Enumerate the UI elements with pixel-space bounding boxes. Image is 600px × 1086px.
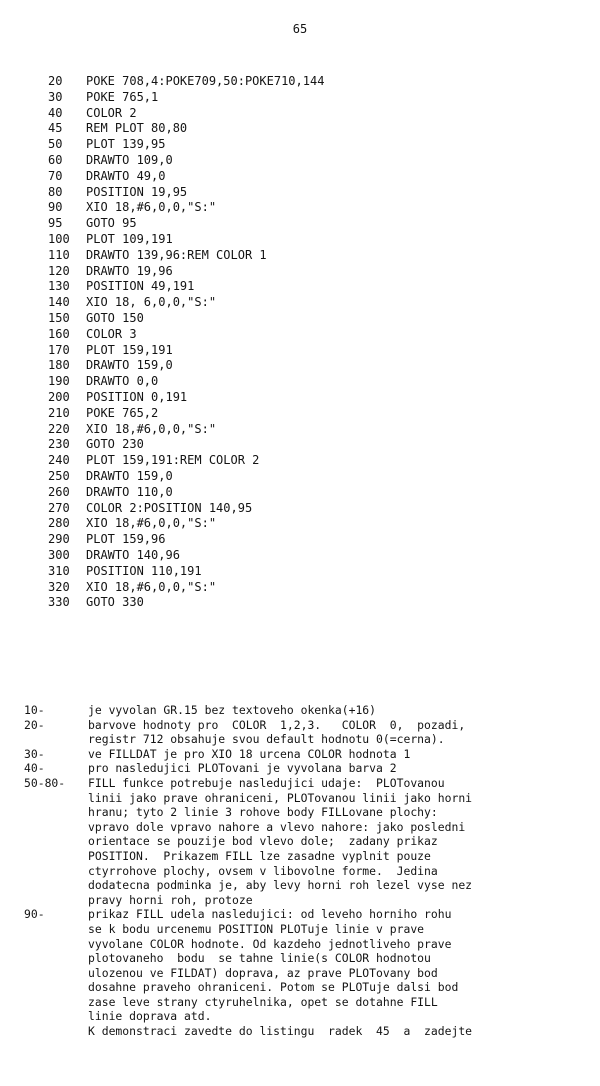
code-statement: POKE 765,1	[86, 89, 159, 104]
note-text-line: pravy horni roh, protoze	[88, 892, 253, 907]
note-text-line: vyvolane COLOR hodnote. Od kazdeho jednotliveho prave	[88, 936, 452, 951]
page-number: 65	[292, 22, 308, 36]
code-line	[48, 327, 324, 343]
line-number: 130	[48, 279, 70, 294]
line-number: 50	[48, 137, 63, 152]
line-number: 320	[48, 579, 70, 594]
code-statement: PLOT 159,191:REM COLOR 2	[86, 453, 260, 468]
line-number: 250	[48, 468, 70, 483]
code-line	[48, 295, 324, 311]
line-number: 260	[48, 484, 70, 499]
note-text	[88, 747, 572, 762]
line-number: 310	[48, 563, 70, 578]
note-text-line: orientace se pouzije bod vlevo dole; zadany prikaz	[88, 834, 438, 849]
note-text-line: POSITION. Prikazem FILL lze zasadne vyplnit pouze	[88, 848, 431, 863]
note-text-line: prikaz FILL udela nasledujici: od leveho horniho rohu	[88, 907, 452, 922]
note-text-line: K demonstraci zavedte do listingu radek 45 a zadejte	[88, 1024, 473, 1039]
note-text-line: ulozenou ve FILDAT) doprava, az prave PLOTovany bod	[88, 965, 438, 980]
line-number: 70	[48, 168, 63, 183]
code-line	[48, 422, 324, 438]
note-entry	[24, 718, 572, 747]
note-line-range: 30-	[24, 746, 45, 761]
line-number: 150	[48, 310, 70, 325]
code-line	[48, 595, 324, 611]
code-statement: DRAWTO 140,96	[86, 547, 180, 562]
code-line	[48, 137, 324, 153]
line-number: 40	[48, 105, 63, 120]
code-line	[48, 153, 324, 169]
basic-listing	[48, 74, 324, 611]
note-text-line: dodatecna podminka je, aby levy horni roh lezel vyse nez	[88, 878, 473, 893]
code-line	[48, 169, 324, 185]
code-statement: POSITION 0,191	[86, 389, 188, 404]
line-number: 280	[48, 516, 70, 531]
line-number: 80	[48, 184, 63, 199]
line-number: 30	[48, 89, 63, 104]
note-text	[88, 761, 572, 776]
code-statement: COLOR 3	[86, 326, 137, 341]
note-text-line: linie doprava atd.	[88, 1009, 212, 1024]
line-number: 140	[48, 295, 70, 310]
code-statement: XIO 18, 6,0,0,"S:"	[86, 295, 217, 310]
note-line-range: 10-	[24, 703, 45, 717]
code-line	[48, 564, 324, 580]
code-line	[48, 358, 324, 374]
note-text-line: plotovaneho bodu se tahne linie(s COLOR hodnotou	[88, 951, 431, 966]
code-statement: DRAWTO 0,0	[86, 374, 159, 389]
code-line	[48, 264, 324, 280]
code-statement: DRAWTO 109,0	[86, 152, 173, 167]
line-number: 240	[48, 453, 70, 468]
code-statement: GOTO 330	[86, 595, 144, 610]
line-number: 110	[48, 247, 70, 262]
note-entry	[24, 703, 572, 718]
note-entry	[24, 907, 572, 1038]
line-number: 290	[48, 532, 70, 547]
code-statement: COLOR 2:POSITION 140,95	[86, 500, 253, 515]
line-number: 210	[48, 405, 70, 420]
code-line	[48, 343, 324, 359]
code-line	[48, 469, 324, 485]
note-text-line: FILL funkce potrebuje nasledujici udaje: PLOTovanou	[88, 775, 445, 790]
line-number: 170	[48, 342, 70, 357]
code-line	[48, 580, 324, 596]
code-statement: DRAWTO 139,96:REM COLOR 1	[86, 247, 267, 262]
code-statement: GOTO 150	[86, 310, 144, 325]
code-line	[48, 485, 324, 501]
code-statement: DRAWTO 49,0	[86, 168, 166, 183]
code-statement: POSITION 19,95	[86, 184, 188, 199]
code-line	[48, 232, 324, 248]
note-text-line: barvove hodnoty pro COLOR 1,2,3. COLOR 0, pozadi,	[88, 717, 466, 732]
code-statement: PLOT 159,191	[86, 342, 173, 357]
line-number: 270	[48, 500, 70, 515]
line-number: 220	[48, 421, 70, 436]
code-line	[48, 279, 324, 295]
line-number: 300	[48, 547, 70, 562]
line-number: 45	[48, 121, 63, 136]
line-number: 95	[48, 216, 63, 231]
code-line	[48, 74, 324, 90]
code-statement: DRAWTO 159,0	[86, 358, 173, 373]
line-number: 230	[48, 437, 70, 452]
note-line-range: 90-	[24, 907, 45, 922]
code-line	[48, 548, 324, 564]
code-line	[48, 106, 324, 122]
note-text	[88, 718, 572, 747]
note-text-line: je vyvolan GR.15 bez textoveho okenka(+16)	[88, 703, 377, 717]
code-line	[48, 311, 324, 327]
code-statement: PLOT 109,191	[86, 231, 173, 246]
note-entry	[24, 761, 572, 776]
code-statement: PLOT 139,95	[86, 137, 166, 152]
code-line	[48, 90, 324, 106]
code-statement: GOTO 95	[86, 216, 137, 231]
note-text-line: dosahne praveho ohraniceni. Potom se PLOTuje dalsi bod	[88, 980, 459, 995]
code-statement: POSITION 110,191	[86, 563, 202, 578]
code-statement: COLOR 2	[86, 105, 137, 120]
note-text-line: vpravo dole vpravo nahore a vlevo nahore: jako posledni	[88, 819, 466, 834]
note-entry	[24, 747, 572, 762]
code-line	[48, 501, 324, 517]
line-number: 120	[48, 263, 70, 278]
note-text-line: se k bodu urcenemu POSITION PLOTuje linie v prave	[88, 921, 425, 936]
code-statement: PLOT 159,96	[86, 532, 166, 547]
note-entry	[24, 776, 572, 907]
line-number: 60	[48, 152, 63, 167]
code-line	[48, 248, 324, 264]
code-line	[48, 437, 324, 453]
code-statement: XIO 18,#6,0,0,"S:"	[86, 421, 217, 436]
line-number: 330	[48, 595, 70, 610]
code-statement: DRAWTO 19,96	[86, 263, 173, 278]
code-statement: POSITION 49,191	[86, 279, 195, 294]
code-statement: XIO 18,#6,0,0,"S:"	[86, 200, 217, 215]
code-statement: DRAWTO 110,0	[86, 484, 173, 499]
code-statement: GOTO 230	[86, 437, 144, 452]
code-line	[48, 216, 324, 232]
note-text-line: zase leve strany ctyruhelnika, opet se dotahne FILL	[88, 994, 438, 1009]
code-line	[48, 453, 324, 469]
code-line	[48, 390, 324, 406]
note-text	[88, 776, 572, 907]
code-line	[48, 121, 324, 137]
note-text-line: ctyrrohove plochy, ovsem v libovolne forme. Jedina	[88, 863, 438, 878]
note-text-line: ve FILLDAT je pro XIO 18 urcena COLOR hodnota 1	[88, 746, 411, 761]
code-line	[48, 200, 324, 216]
line-number: 180	[48, 358, 70, 373]
code-statement: XIO 18,#6,0,0,"S:"	[86, 579, 217, 594]
line-number: 200	[48, 389, 70, 404]
line-number: 100	[48, 231, 70, 246]
code-line	[48, 185, 324, 201]
note-text-line: registr 712 obsahuje svou default hodnotu 0(=cerna).	[88, 732, 445, 747]
code-statement: POKE 708,4:POKE709,50:POKE710,144	[86, 74, 325, 88]
line-number: 190	[48, 374, 70, 389]
note-text-line: pro nasledujici PLOTovani je vyvolana barva 2	[88, 761, 397, 776]
code-statement: POKE 765,2	[86, 405, 159, 420]
code-line	[48, 516, 324, 532]
code-statement: DRAWTO 159,0	[86, 468, 173, 483]
note-text	[88, 703, 572, 718]
code-line	[48, 532, 324, 548]
code-line	[48, 374, 324, 390]
note-line-range: 40-	[24, 761, 45, 776]
line-number: 160	[48, 326, 70, 341]
note-line-range: 20-	[24, 717, 45, 732]
line-notes	[24, 703, 572, 1039]
note-text-line: linii jako prave ohraniceni, PLOTovanou linii jako horni	[88, 790, 473, 805]
code-statement: XIO 18,#6,0,0,"S:"	[86, 516, 217, 531]
code-line	[48, 406, 324, 422]
note-text	[88, 907, 572, 1038]
line-number: 90	[48, 200, 63, 215]
note-text-line: hranu; tyto 2 linie 3 rohove body FILLovane plochy:	[88, 805, 438, 820]
line-number: 20	[48, 74, 63, 88]
note-line-range: 50-80-	[24, 775, 66, 790]
code-statement: REM PLOT 80,80	[86, 121, 188, 136]
